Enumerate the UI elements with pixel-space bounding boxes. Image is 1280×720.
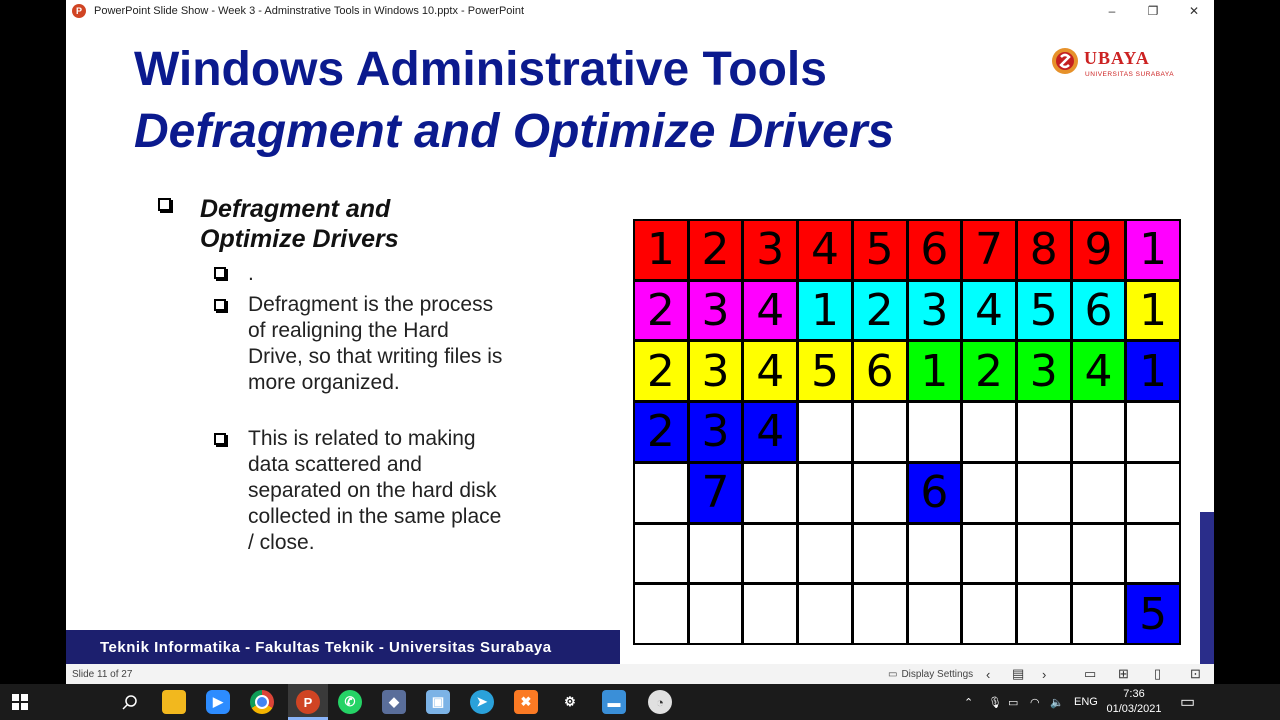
disk-block: 2 — [854, 282, 906, 340]
minimize-button[interactable]: – — [1108, 4, 1116, 18]
disk-block — [1127, 525, 1179, 583]
xampp-icon[interactable]: ✖ — [514, 690, 538, 714]
disk-block: 2 — [635, 282, 687, 340]
bullet-heading: Defragment and Optimize Drivers — [200, 195, 399, 253]
slide-counter: Slide 11 of 27 — [72, 668, 133, 680]
disk-block — [854, 525, 906, 583]
close-button[interactable]: ✕ — [1188, 4, 1200, 18]
disk-block — [799, 525, 851, 583]
slideshow-status-bar — [66, 664, 1214, 684]
virtualbox-icon[interactable]: ◆ — [382, 690, 406, 714]
logo-name: UBAYA — [1084, 48, 1150, 68]
disk-block — [1127, 464, 1179, 522]
disk-block — [854, 585, 906, 643]
disk-block — [690, 525, 742, 583]
cube-app-icon[interactable]: ▣ — [426, 690, 450, 714]
wifi-icon[interactable]: ◠ — [1030, 696, 1040, 709]
disk-block — [1073, 525, 1125, 583]
powerpoint-icon: P — [72, 4, 86, 18]
disk-block — [1073, 585, 1125, 643]
disk-block — [690, 585, 742, 643]
disk-block: 8 — [1018, 221, 1070, 279]
zoom-icon[interactable]: ▶ — [206, 690, 230, 714]
disk-block — [799, 464, 851, 522]
disk-block — [799, 585, 851, 643]
disk-block: 3 — [744, 221, 796, 279]
window-title-bar — [66, 0, 1214, 22]
disk-block: 6 — [909, 221, 961, 279]
disk-block: 2 — [690, 221, 742, 279]
disk-block — [909, 525, 961, 583]
disk-block — [1073, 403, 1125, 461]
disk-block — [963, 403, 1015, 461]
disk-block: 6 — [1073, 282, 1125, 340]
disk-block: 5 — [854, 221, 906, 279]
disk-block: 3 — [690, 282, 742, 340]
sub-bullet-2: Defragment is the process of realigning the Hard Drive, so that writing files is more organized. — [248, 293, 503, 394]
disk-block: 2 — [635, 403, 687, 461]
university-logo — [1050, 42, 1180, 86]
clock-date: 01/03/2021 — [1106, 703, 1162, 715]
disk-block: 5 — [799, 342, 851, 400]
reading-view-icon[interactable]: ▯ — [1154, 666, 1162, 681]
disk-block — [1018, 464, 1070, 522]
checkbox-bullet-icon — [158, 198, 171, 216]
clock-time: 7:36 — [1123, 688, 1145, 700]
sub-bullet-1: . — [248, 262, 254, 285]
disk-block: 9 — [1073, 221, 1125, 279]
whatsapp-icon[interactable]: ✆ — [338, 690, 362, 714]
previous-slide-button[interactable]: ‹ — [986, 666, 991, 682]
disk-block — [1018, 585, 1070, 643]
display-settings-label: Display Settings — [901, 668, 974, 680]
disk-block — [909, 585, 961, 643]
slideshow-view-icon[interactable]: ⊡ — [1190, 666, 1201, 681]
disk-block — [1127, 403, 1179, 461]
disk-block: 5 — [1018, 282, 1070, 340]
disk-block — [744, 464, 796, 522]
disk-block — [1073, 464, 1125, 522]
disk-block — [799, 403, 851, 461]
search-icon[interactable] — [118, 690, 142, 714]
settings-gear-icon[interactable]: ⚙ — [564, 694, 576, 709]
logo-subtitle: UNIVERSITAS SURABAYA — [1085, 71, 1175, 78]
slide-sorter-view-icon[interactable]: ⊞ — [1118, 666, 1129, 681]
volume-icon[interactable]: 🔈 — [1050, 696, 1064, 709]
ubaya-emblem-icon — [1050, 44, 1080, 80]
disk-block: 5 — [1127, 585, 1179, 643]
disk-block: 4 — [799, 221, 851, 279]
disk-block: 1 — [1127, 282, 1179, 340]
checkbox-bullet-icon — [214, 298, 226, 316]
disk-block — [854, 464, 906, 522]
disk-block: 6 — [909, 464, 961, 522]
chrome-icon[interactable] — [250, 690, 274, 714]
disk-block: 4 — [744, 282, 796, 340]
disk-fragmentation-grid — [633, 219, 1181, 645]
disk-block — [635, 585, 687, 643]
disk-block: 3 — [1018, 342, 1070, 400]
disk-block: 3 — [909, 282, 961, 340]
windows-taskbar — [0, 684, 1280, 720]
normal-view-icon[interactable]: ▭ — [1084, 666, 1097, 681]
disk-block — [963, 585, 1015, 643]
disk-block: 4 — [744, 403, 796, 461]
disk-block: 4 — [744, 342, 796, 400]
disk-block: 4 — [963, 282, 1015, 340]
disk-block: 1 — [909, 342, 961, 400]
file-explorer-icon[interactable] — [162, 690, 186, 714]
disk-block: 7 — [963, 221, 1015, 279]
disk-block — [909, 403, 961, 461]
telegram-icon[interactable]: ➤ — [470, 690, 494, 714]
sub-bullet-3: This is related to making data scattered and separated on the hard disk collected in the same place / close. — [248, 427, 502, 554]
system-clock[interactable] — [1096, 687, 1172, 717]
slide-subtitle: Defragment and Optimize Drivers — [134, 105, 895, 158]
disk-block — [963, 525, 1015, 583]
disk-block — [635, 525, 687, 583]
disk-block — [1018, 525, 1070, 583]
disk-block: 1 — [799, 282, 851, 340]
media-app-icon[interactable]: ◔ — [648, 690, 672, 714]
disk-block: 2 — [635, 342, 687, 400]
disk-block: 3 — [690, 403, 742, 461]
disk-block — [963, 464, 1015, 522]
disk-block: 1 — [1127, 342, 1179, 400]
display-settings-button[interactable] — [888, 669, 973, 680]
disk-block — [854, 403, 906, 461]
notification-icon[interactable]: ▭ — [1180, 694, 1196, 711]
windows-start-icon[interactable] — [8, 690, 32, 714]
slide-title: Windows Administrative Tools — [134, 43, 827, 96]
disk-block: 2 — [963, 342, 1015, 400]
remote-desktop-icon[interactable]: ▬ — [602, 690, 626, 714]
disk-block: 6 — [854, 342, 906, 400]
microphone-icon[interactable]: 🎙 — [988, 696, 1002, 709]
disk-block — [744, 585, 796, 643]
powerpoint-icon[interactable]: P — [296, 690, 320, 714]
disk-block: 7 — [690, 464, 742, 522]
disk-block — [744, 525, 796, 583]
language-indicator[interactable]: ENG — [1074, 696, 1098, 708]
checkbox-bullet-icon — [214, 266, 226, 284]
disk-block: 3 — [690, 342, 742, 400]
disk-block: 4 — [1073, 342, 1125, 400]
next-slide-button[interactable]: › — [1042, 666, 1047, 682]
tray-chevron-icon[interactable]: ⌃ — [964, 696, 974, 709]
checkbox-bullet-icon — [214, 432, 226, 450]
slide-canvas[interactable] — [66, 22, 1214, 664]
disk-block — [635, 464, 687, 522]
window-title: PowerPoint Slide Show - Week 3 - Adminstrative Tools in Windows 10.pptx - PowerPoint — [94, 5, 525, 17]
slide-sorter-icon[interactable]: ▤ — [1012, 666, 1025, 681]
disk-block — [1018, 403, 1070, 461]
decorative-band — [1200, 512, 1214, 664]
restore-button[interactable]: ❐ — [1147, 4, 1159, 18]
battery-icon[interactable]: ▭ — [1008, 696, 1019, 709]
disk-block: 1 — [1127, 221, 1179, 279]
monitor-icon: ▭ — [888, 668, 898, 680]
disk-block: 1 — [635, 221, 687, 279]
slide-footer: Teknik Informatika - Fakultas Teknik - Universitas Surabaya — [66, 630, 620, 664]
